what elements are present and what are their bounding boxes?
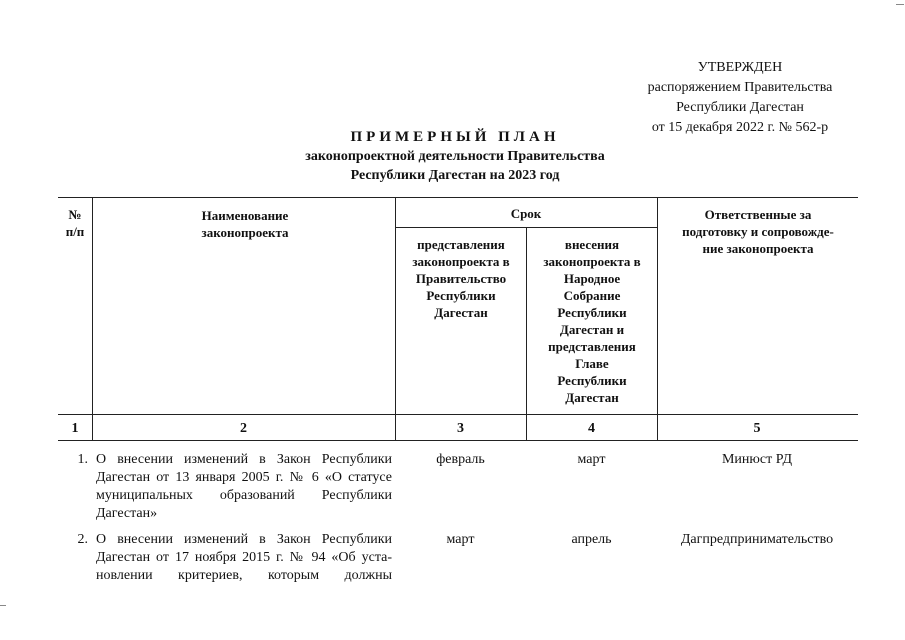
header-text: представления (548, 339, 636, 354)
submission-month: февраль (436, 452, 485, 467)
law-name-line: новлении критериев, которым должны (96, 568, 392, 583)
header-text: законопроекта в (543, 254, 641, 269)
approval-line: УТВЕРЖДЕН (697, 60, 783, 75)
header-name (120, 207, 370, 241)
title-line: ПРИМЕРНЫЙ ПЛАН (350, 129, 560, 145)
col-divider (92, 197, 93, 441)
header-text: Дагестан (434, 305, 488, 320)
header-text: законопроекта (201, 225, 289, 240)
header-text: п/п (65, 224, 85, 239)
table-top-border (58, 197, 858, 198)
header-responsible (659, 206, 857, 257)
header-term (395, 205, 657, 222)
column-number: 3 (457, 421, 464, 436)
column-number: 2 (240, 421, 247, 436)
title-line: законопроектной деятельности Правительства (305, 149, 605, 164)
approval-line: Республики Дагестан (676, 100, 804, 115)
law-name-line: О внесении изменений в Закон Республики (96, 532, 392, 547)
header-text: представления (417, 237, 505, 252)
col-divider (657, 197, 658, 441)
header-text: внесения (564, 237, 620, 252)
law-name-line: муниципальных образований Республики (96, 488, 392, 503)
header-number (58, 206, 92, 240)
row-number: 2. (77, 532, 88, 547)
header-text: Наименование (201, 208, 289, 223)
header-text: Дагестан (565, 390, 619, 405)
header-text: Республики (557, 373, 627, 388)
header-text: Главе (575, 356, 609, 371)
law-name-line: О внесении изменений в Закон Республики (96, 452, 392, 467)
header-text: подготовку и сопровожде- (682, 224, 834, 239)
header-text: Правительство (415, 271, 507, 286)
header-text: Дагестан и (559, 322, 625, 337)
col-divider (526, 227, 527, 441)
col-divider (395, 197, 396, 441)
header-bottom-border (58, 414, 858, 415)
header-text: Собрание (563, 288, 621, 303)
header-text: Народное (563, 271, 621, 286)
law-name (96, 531, 392, 585)
responsible-body: Минюст РД (721, 452, 792, 467)
responsible-body: Дагпредпринимательство (680, 532, 834, 547)
header-introduction (528, 236, 656, 406)
law-name (96, 451, 392, 523)
scan-mark (0, 605, 6, 606)
row-number: 1. (77, 452, 88, 467)
law-name-line: Дагестан от 13 января 2005 г. № 6 «О статусе (96, 470, 392, 485)
approval-line: распоряжением Правительства (647, 80, 833, 95)
header-text: Республики (557, 305, 627, 320)
submission-month: март (446, 532, 475, 547)
law-name-line: Дагестан от 17 ноября 2015 г. № 94 «Об уста- (96, 550, 392, 565)
header-text: Срок (510, 206, 542, 221)
header-text: Республики (426, 288, 496, 303)
title-line: Республики Дагестан на 2023 год (350, 168, 560, 183)
header-text: ние законопроекта (702, 241, 814, 256)
introduction-month: апрель (571, 532, 612, 547)
numbers-bottom-border (58, 440, 858, 441)
column-number: 4 (588, 421, 595, 436)
scan-mark (896, 4, 904, 5)
approval-block (620, 58, 860, 138)
header-text: Ответственные за (704, 207, 812, 222)
introduction-month: март (577, 452, 606, 467)
document-title (240, 128, 670, 185)
header-text: законопроекта в (412, 254, 510, 269)
header-submission (397, 236, 525, 321)
approval-line: от 15 декабря 2022 г. № 562-р (651, 120, 829, 135)
law-name-line: Дагестан» (96, 506, 158, 521)
column-number: 1 (71, 421, 79, 436)
column-number: 5 (753, 421, 761, 436)
header-text: № (68, 207, 82, 222)
